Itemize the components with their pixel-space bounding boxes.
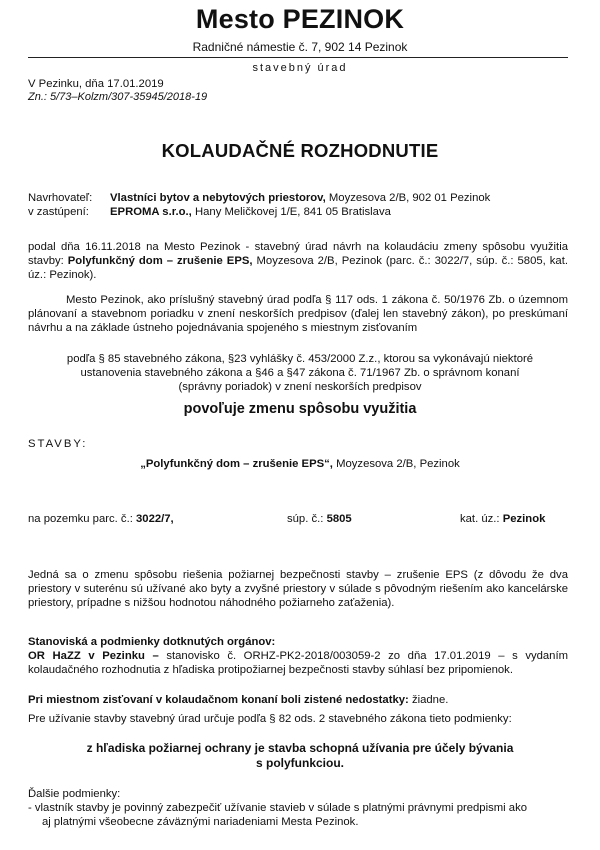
application-building: Polyfunkčný dom – zrušenie EPS, [67, 255, 253, 267]
fire-statement-line-2: s polyfunkciou. [255, 756, 344, 770]
stavby-label: STAVBY: [28, 438, 88, 450]
applicant-address: Moyzesova 2/B, 902 01 Pezinok [325, 192, 491, 204]
fire-statement-line-1: z hľadiska požiarnej ochrany je stavba schopná užívania pre účely bývania [86, 741, 514, 755]
authority-paragraph: Mesto Pezinok, ako príslušný stavebný úrad podľa § 117 ods. 1 zákona č. 50/1976 Zb. o územnom plánovaní a stavebnom poriadku v znení neskorších predpisov (ďalej len stavebný zákon), po preskúmaní návrhu a na základe ústneho pojednávania spojeného s miestnym zisťovaním [28, 294, 568, 334]
representative-address: Hany Meličkovej 1/E, 841 05 Bratislava [191, 206, 391, 218]
application-text-1: podal dňa 16.11.2018 na Mesto Pezinok - stavebný úrad návrh na kolaudáciu zmeny spôsobu využitia stavby: [28, 241, 568, 267]
applicant-name: Vlastníci bytov a nebytových priestorov, [110, 192, 326, 204]
fire-authority-opinion [28, 649, 568, 677]
registry-value: 5805 [326, 513, 352, 525]
condition-item-line-2: aj platnými všeobecne záväznými nariadeniami Mesta Pezinok. [42, 816, 359, 828]
document-title: KOLAUDAČNÉ ROZHODNUTIE [161, 140, 439, 161]
parcel-number [28, 512, 174, 526]
cadastral-label: kat. úz.: [460, 513, 503, 525]
conditions-intro: Pre užívanie stavby stavebný úrad určuje podľa § 82 ods. 2 stavebného zákona tieto podmienky: [28, 713, 512, 725]
representative-line [110, 205, 391, 219]
defects-line [28, 693, 448, 707]
department-name: stavebný úrad [252, 62, 348, 74]
registry-number [287, 512, 352, 526]
applicant-line [110, 191, 490, 205]
building-line [0, 457, 600, 471]
applicant-label: Navrhovateľ: [28, 192, 93, 204]
reference-number: Zn.: 5/73–Kolzm/307-35945/2018-19 [28, 91, 208, 103]
title-prefix: Mesto [195, 4, 275, 34]
building-address: Moyzesova 2/B, Pezinok [332, 458, 460, 470]
date-line: V Pezinku, dňa 17.01.2019 [28, 78, 164, 90]
defects-label: Pri miestnom zisťovaní v kolaudačnom konaní boli zistené nedostatky: [28, 694, 409, 706]
fire-authority-text: stanovisko č. ORHZ-PK2-2018/003059-2 zo dňa 17.01.2019 – s vydaním kolaudačného rozhodnutia z hľadiska protipožiarnej bezpečnosti stavby súhlasí bez pripomienok. [28, 650, 569, 676]
municipality-title [0, 4, 600, 34]
title-name: PEZINOK [282, 4, 405, 34]
office-address: Radničné námestie č. 7, 902 14 Pezinok [192, 40, 408, 54]
further-conditions-label: Ďalšie podmienky: [28, 788, 121, 800]
parcel-label: na pozemku parc. č.: [28, 513, 136, 525]
fire-authority-name: OR HaZZ v Pezinku – [28, 650, 159, 662]
change-description: Jedná sa o zmenu spôsobu riešenia požiarnej bezpečnosti stavby – zrušenie EPS (z dôvodu že dva priestory v suterénu sú užívané ako byty a zvyšné priestory v súlade s pôvodným riešením ako kancelárske priestory, prípadne s nižšou hodnotou náhodného požiarneho zaťaženia). [28, 569, 568, 609]
header-divider [28, 57, 568, 58]
cadastral-area [460, 512, 545, 526]
application-paragraph [28, 240, 568, 282]
defects-value: žiadne. [408, 694, 449, 706]
parcel-value: 3022/7, [136, 513, 174, 525]
condition-item-line-1: - vlastník stavby je povinný zabezpečiť užívanie stavieb v súlade s platnými právnymi predpismi ako [28, 802, 528, 814]
representative-label: v zastúpení: [28, 206, 89, 218]
building-name: „Polyfunkčný dom – zrušenie EPS“, [140, 458, 333, 470]
application-text-2: Moyzesova 2/B, Pezinok (parc. č.: 3022/7, súp. č.: 5805, kat. úz.: Pezinok). [28, 255, 568, 281]
representative-name: EPROMA s.r.o., [110, 206, 192, 218]
organs-heading: Stanoviská a podmienky dotknutých orgánov: [28, 636, 276, 648]
registry-label: súp. č.: [287, 513, 327, 525]
legal-basis-paragraph: podľa § 85 stavebného zákona, §23 vyhlášky č. 453/2000 Z.z., ktorou sa vykonávajú niektoré ustanovenia stavebného zákona a §46 a §47 zákona č. 71/1967 Zb. o správnom konaní (správny poriadok) v znení neskorších predpisov [66, 353, 534, 393]
decision-heading: povoľuje zmenu spôsobu využitia [183, 401, 417, 417]
cadastral-value: Pezinok [502, 513, 546, 525]
